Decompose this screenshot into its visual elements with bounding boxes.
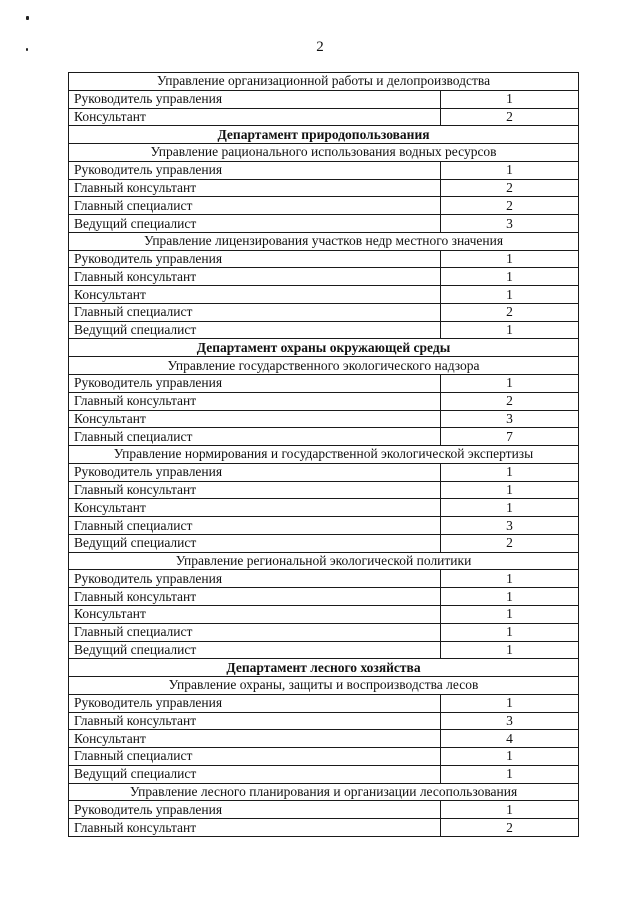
position-count: 1 bbox=[441, 161, 579, 179]
table-row bbox=[69, 463, 579, 481]
position-count: 4 bbox=[441, 730, 579, 748]
position-count: 1 bbox=[441, 375, 579, 393]
section-heading: Управление организационной работы и делопроизводства bbox=[69, 73, 579, 91]
position-count: 1 bbox=[441, 321, 579, 339]
table-row bbox=[69, 197, 579, 215]
position-title: Главный специалист bbox=[69, 748, 441, 766]
position-count: 3 bbox=[441, 712, 579, 730]
position-title: Ведущий специалист bbox=[69, 641, 441, 659]
position-title: Главный консультант bbox=[69, 179, 441, 197]
position-title: Консультант bbox=[69, 499, 441, 517]
position-title: Главный консультант bbox=[69, 588, 441, 606]
position-title: Главный специалист bbox=[69, 197, 441, 215]
table-row bbox=[69, 321, 579, 339]
position-count: 1 bbox=[441, 588, 579, 606]
position-count: 2 bbox=[441, 534, 579, 552]
position-count: 1 bbox=[441, 250, 579, 268]
scan-speck bbox=[26, 16, 29, 20]
position-title: Главный консультант bbox=[69, 481, 441, 499]
position-title: Главный специалист bbox=[69, 517, 441, 535]
position-count: 1 bbox=[441, 801, 579, 819]
table-row bbox=[69, 517, 579, 535]
position-count: 3 bbox=[441, 517, 579, 535]
position-title: Руководитель управления bbox=[69, 463, 441, 481]
department-row bbox=[69, 126, 579, 144]
position-count: 1 bbox=[441, 694, 579, 712]
table-row bbox=[69, 748, 579, 766]
table-row bbox=[69, 410, 579, 428]
table-row bbox=[69, 392, 579, 410]
table-row bbox=[69, 481, 579, 499]
position-count: 1 bbox=[441, 499, 579, 517]
position-count: 2 bbox=[441, 392, 579, 410]
table-row bbox=[69, 694, 579, 712]
table-row bbox=[69, 161, 579, 179]
table-row bbox=[69, 108, 579, 126]
position-count: 1 bbox=[441, 765, 579, 783]
position-count: 2 bbox=[441, 179, 579, 197]
position-title: Консультант bbox=[69, 730, 441, 748]
position-count: 1 bbox=[441, 481, 579, 499]
position-count: 1 bbox=[441, 605, 579, 623]
section-heading: Управление охраны, защиты и воспроизводства лесов bbox=[69, 677, 579, 695]
position-title: Главный специалист bbox=[69, 428, 441, 446]
table-row bbox=[69, 428, 579, 446]
position-count: 2 bbox=[441, 303, 579, 321]
table-row bbox=[69, 303, 579, 321]
section-row bbox=[69, 357, 579, 375]
staff-table bbox=[68, 72, 579, 837]
position-title: Консультант bbox=[69, 605, 441, 623]
position-title: Руководитель управления bbox=[69, 90, 441, 108]
section-row bbox=[69, 73, 579, 91]
table-row bbox=[69, 801, 579, 819]
table-row bbox=[69, 641, 579, 659]
position-count: 1 bbox=[441, 268, 579, 286]
position-title: Консультант bbox=[69, 410, 441, 428]
position-title: Руководитель управления bbox=[69, 801, 441, 819]
section-heading: Управление рационального использования водных ресурсов bbox=[69, 144, 579, 162]
position-title: Главный консультант bbox=[69, 392, 441, 410]
position-count: 1 bbox=[441, 90, 579, 108]
table-row bbox=[69, 179, 579, 197]
position-title: Главный консультант bbox=[69, 268, 441, 286]
section-heading: Управление государственного экологического надзора bbox=[69, 357, 579, 375]
table-row bbox=[69, 712, 579, 730]
scan-speck bbox=[26, 48, 28, 51]
position-count: 1 bbox=[441, 641, 579, 659]
position-title: Главный консультант bbox=[69, 819, 441, 837]
table-row bbox=[69, 819, 579, 837]
position-count: 1 bbox=[441, 748, 579, 766]
position-title: Главный консультант bbox=[69, 712, 441, 730]
position-title: Консультант bbox=[69, 286, 441, 304]
department-heading: Департамент охраны окружающей среды bbox=[69, 339, 579, 357]
position-title: Руководитель управления bbox=[69, 250, 441, 268]
table-row bbox=[69, 215, 579, 233]
table-row bbox=[69, 499, 579, 517]
table-row bbox=[69, 375, 579, 393]
position-title: Руководитель управления bbox=[69, 570, 441, 588]
position-title: Ведущий специалист bbox=[69, 215, 441, 233]
table-row bbox=[69, 250, 579, 268]
position-title: Руководитель управления bbox=[69, 161, 441, 179]
position-count: 3 bbox=[441, 215, 579, 233]
table-row bbox=[69, 286, 579, 304]
position-title: Ведущий специалист bbox=[69, 534, 441, 552]
position-count: 1 bbox=[441, 623, 579, 641]
table-row bbox=[69, 90, 579, 108]
position-count: 3 bbox=[441, 410, 579, 428]
section-row bbox=[69, 783, 579, 801]
table-row bbox=[69, 605, 579, 623]
section-row bbox=[69, 144, 579, 162]
section-row bbox=[69, 232, 579, 250]
position-title: Консультант bbox=[69, 108, 441, 126]
section-heading: Управление лицензирования участков недр местного значения bbox=[69, 232, 579, 250]
table-row bbox=[69, 570, 579, 588]
position-title: Главный специалист bbox=[69, 303, 441, 321]
position-count: 2 bbox=[441, 819, 579, 837]
department-row bbox=[69, 339, 579, 357]
position-count: 1 bbox=[441, 463, 579, 481]
table-row bbox=[69, 588, 579, 606]
position-count: 7 bbox=[441, 428, 579, 446]
table-row bbox=[69, 730, 579, 748]
section-heading: Управление нормирования и государственной экологической экспертизы bbox=[69, 446, 579, 464]
page-number: 2 bbox=[316, 39, 324, 55]
section-row bbox=[69, 552, 579, 570]
position-count: 1 bbox=[441, 570, 579, 588]
position-title: Ведущий специалист bbox=[69, 321, 441, 339]
section-heading: Управление лесного планирования и организации лесопользования bbox=[69, 783, 579, 801]
position-title: Главный специалист bbox=[69, 623, 441, 641]
table-row bbox=[69, 623, 579, 641]
position-count: 1 bbox=[441, 286, 579, 304]
position-count: 2 bbox=[441, 108, 579, 126]
table-row bbox=[69, 268, 579, 286]
section-row bbox=[69, 677, 579, 695]
department-row bbox=[69, 659, 579, 677]
department-heading: Департамент природопользования bbox=[69, 126, 579, 144]
position-title: Руководитель управления bbox=[69, 375, 441, 393]
department-heading: Департамент лесного хозяйства bbox=[69, 659, 579, 677]
table-row bbox=[69, 765, 579, 783]
position-title: Руководитель управления bbox=[69, 694, 441, 712]
section-heading: Управление региональной экологической политики bbox=[69, 552, 579, 570]
table-row bbox=[69, 534, 579, 552]
position-title: Ведущий специалист bbox=[69, 765, 441, 783]
section-row bbox=[69, 446, 579, 464]
position-count: 2 bbox=[441, 197, 579, 215]
